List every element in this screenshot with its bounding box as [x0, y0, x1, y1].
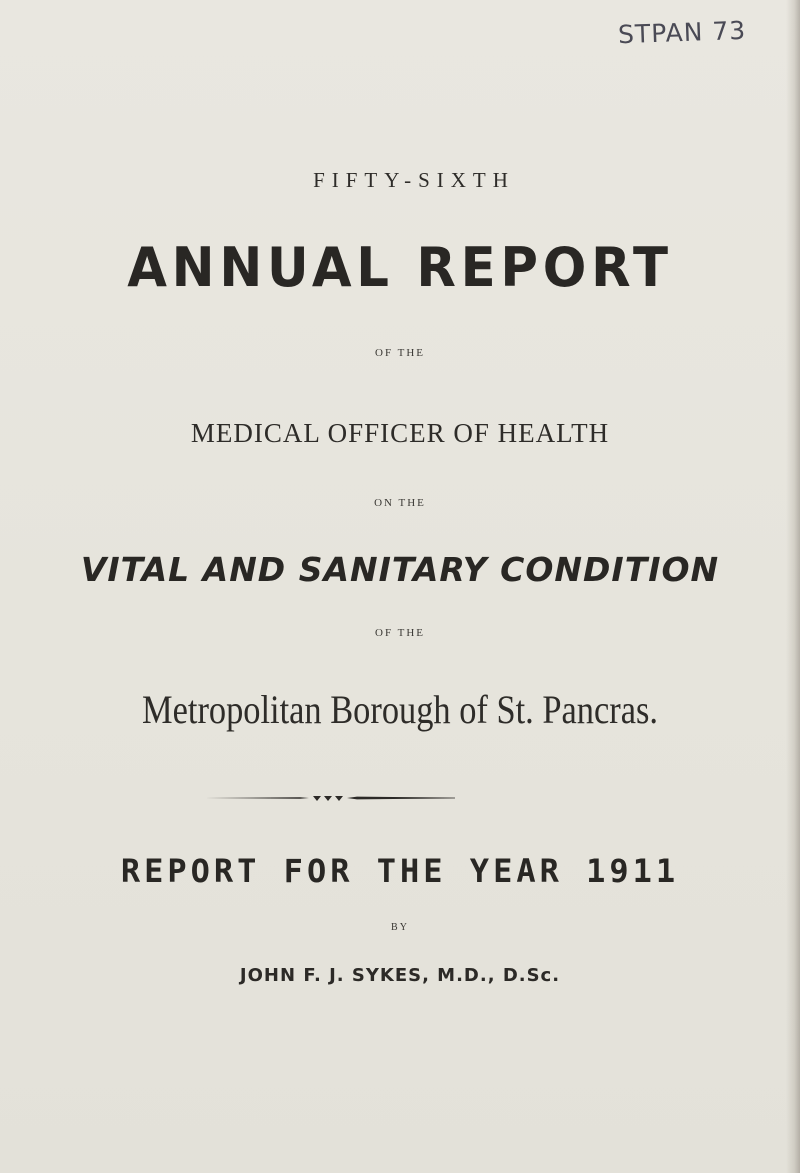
connector-of-the: OF THE	[375, 347, 425, 359]
connector-on-the: ON THE	[374, 497, 426, 509]
district-name: Metropolitan Borough of St. Pancras.	[142, 687, 658, 732]
report-year-line: REPORT FOR THE YEAR 1911	[120, 852, 680, 890]
report-subject: VITAL AND SANITARY CONDITION	[80, 550, 720, 589]
connector-by: BY	[391, 922, 409, 933]
handwritten-accession-mark: STPAN 73	[617, 15, 747, 50]
report-title: ANNUAL REPORT	[127, 236, 673, 299]
report-ordinal: FIFTY-SIXTH	[313, 168, 515, 192]
author-name: JOHN F. J. SYKES, M.D., D.Sc.	[239, 965, 561, 986]
connector-of-the-2: OF THE	[375, 627, 425, 639]
office-title: MEDICAL OFFICER OF HEALTH	[190, 418, 610, 448]
ornamental-divider	[205, 793, 455, 803]
